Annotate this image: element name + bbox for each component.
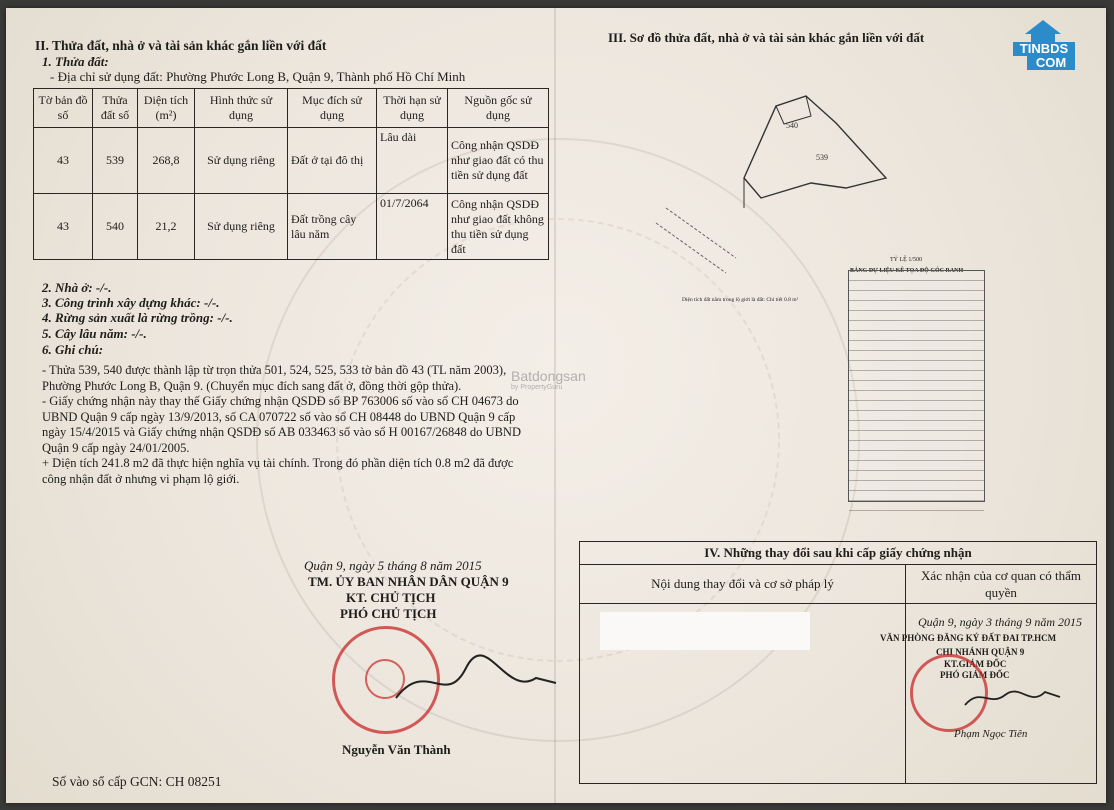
issuing-org: TM. ỦY BAN NHÂN DÂN QUẬN 9 — [308, 574, 509, 589]
changes-col-confirmation: Xác nhận của cơ quan có thẩm quyền — [921, 568, 1081, 600]
cell: Đất trồng cây lâu năm — [288, 194, 377, 260]
table-row — [34, 128, 549, 194]
item-perennial: 5. Cây lâu năm: -/-. — [42, 326, 147, 341]
coordinate-table — [848, 270, 985, 502]
parcel-label-540: 540 — [786, 121, 798, 130]
signer-role-2: PHÓ CHỦ TỊCH — [340, 606, 437, 621]
signer-role-1: KT. CHỦ TỊCH — [346, 590, 436, 605]
note-2: - Giấy chứng nhận này thay thế Giấy chứng nhận QSDĐ số BP 763006 số vào sổ CH 04673 do UBND Quận 9 cấp ngày 13/9/2013, số CA 070722 số vào sổ CH 08448 do UBND Quận 9 cấp ngày 15/4/2015 và Giấy chứng nhận QSDĐ số AB 033463 số vào sổ H 00167/26848 do UBND Quận 9 cấp ngày 24/01/2005. — [42, 394, 521, 455]
header-duration: Thời hạn sử dụng — [377, 89, 448, 128]
parcel-label-539: 539 — [816, 153, 828, 162]
scale-label: TỶ LỆ 1/500 — [890, 257, 922, 263]
certificate-page — [6, 8, 1106, 803]
cell: Lâu dài — [377, 128, 448, 194]
cell: Công nhận QSDĐ như giao đất không thu tiền sử dụng đất — [448, 194, 549, 260]
office-name: VĂN PHÒNG ĐĂNG KÝ ĐẤT ĐAI TP.HCM — [880, 633, 1057, 643]
header-purpose: Mục đích sử dụng — [288, 89, 377, 128]
land-table-header — [34, 89, 549, 128]
gcn-book-number: Số vào sổ cấp GCN: CH 08251 — [52, 774, 222, 789]
cell: Công nhận QSDĐ như giao đất có thu tiền sử dụng đất — [448, 128, 549, 194]
changes-box — [579, 541, 1097, 784]
note-3: + Diện tích 241.8 m2 đã thực hiện nghĩa vụ tài chính. Trong đó phần diện tích 0.8 m2 đã được công nhận đất ở nhưng vi phạm lộ giới. — [42, 456, 514, 486]
change-role-1: KT.GIÁM ĐỐC — [944, 659, 1007, 669]
change-role-2: PHÓ GIÁM ĐỐC — [940, 670, 1010, 680]
item-forest: 4. Rừng sản xuất là rừng trồng: -/-. — [42, 310, 233, 325]
cell: Sử dụng riêng — [195, 128, 288, 194]
cell: 268,8 — [138, 128, 195, 194]
land-address: - Địa chỉ sử dụng đất: Phường Phước Long B, Quận 9, Thành phố Hồ Chí Minh — [50, 69, 466, 84]
notes-block — [42, 363, 532, 487]
section-4-title: IV. Những thay đổi sau khi cấp giấy chứng nhận — [580, 542, 1096, 565]
watermark-sub: by PropertyGuru — [511, 384, 563, 391]
header-map-sheet: Tờ bản đồ số — [34, 89, 93, 128]
coord-table-title: BẢNG DỰ LIỆU KÊ TỌA ĐỘ GÓC RANH — [850, 268, 964, 274]
cell: 43 — [34, 194, 93, 260]
section-2-title: II. Thửa đất, nhà ở và tài sản khác gắn liền với đất — [35, 38, 327, 53]
cell: 21,2 — [138, 194, 195, 260]
handwritten-signature — [386, 638, 566, 718]
change-date: Quận 9, ngày 3 tháng 9 năm 2015 — [918, 615, 1082, 629]
signer-name: Nguyễn Văn Thành — [342, 742, 451, 757]
cell: 01/7/2064 — [377, 194, 448, 260]
office-branch: CHI NHÁNH QUẬN 9 — [936, 647, 1025, 657]
cell: Đất ở tại đô thị — [288, 128, 377, 194]
diagram-legend: Diện tích đất nằm trong lộ giới là đất: Chỉ tiết 0.8 m² — [682, 297, 799, 303]
cell: 539 — [93, 128, 138, 194]
item-notes-heading: 6. Ghi chú: — [42, 342, 104, 357]
cell: Sử dụng riêng — [195, 194, 288, 260]
item-other-works: 3. Công trình xây dựng khác: -/-. — [42, 295, 220, 310]
table-row — [34, 194, 549, 260]
header-area: Diện tích (m²) — [138, 89, 195, 128]
section-3-title: III. Sơ đồ thửa đất, nhà ở và tài sản khác gắn liền với đất — [608, 30, 925, 45]
watermark — [511, 368, 586, 391]
change-signer: Phạm Ngọc Tiên — [954, 728, 1028, 740]
logo-line-1: TINBDS — [1013, 42, 1075, 56]
cell: 540 — [93, 194, 138, 260]
issue-date: Quận 9, ngày 5 tháng 8 năm 2015 — [304, 558, 482, 573]
cell: 43 — [34, 128, 93, 194]
tinbds-logo — [1013, 18, 1079, 74]
header-origin: Nguồn gốc sử dụng — [448, 89, 549, 128]
land-table — [33, 88, 549, 260]
item-house: 2. Nhà ở: -/-. — [42, 280, 112, 295]
header-parcel-no: Thửa đất số — [93, 89, 138, 128]
office-signature — [960, 677, 1070, 717]
logo-line-2: COM — [1027, 56, 1075, 70]
note-1: - Thửa 539, 540 được thành lập từ trọn thửa 501, 524, 525, 533 tờ bản đồ 43 (TL năm 2003), Phường Phước Long B, Quận 9. (Chuyển mục đích sang đất ở, đồng thời gộp thửa). — [42, 363, 507, 393]
changes-col-content: Nội dung thay đổi và cơ sở pháp lý — [580, 565, 906, 603]
redacted-area — [600, 612, 810, 650]
land-heading: 1. Thửa đất: — [42, 54, 109, 69]
header-usage-form: Hình thức sử dụng — [195, 89, 288, 128]
watermark-text: Batdongsan — [511, 368, 586, 384]
